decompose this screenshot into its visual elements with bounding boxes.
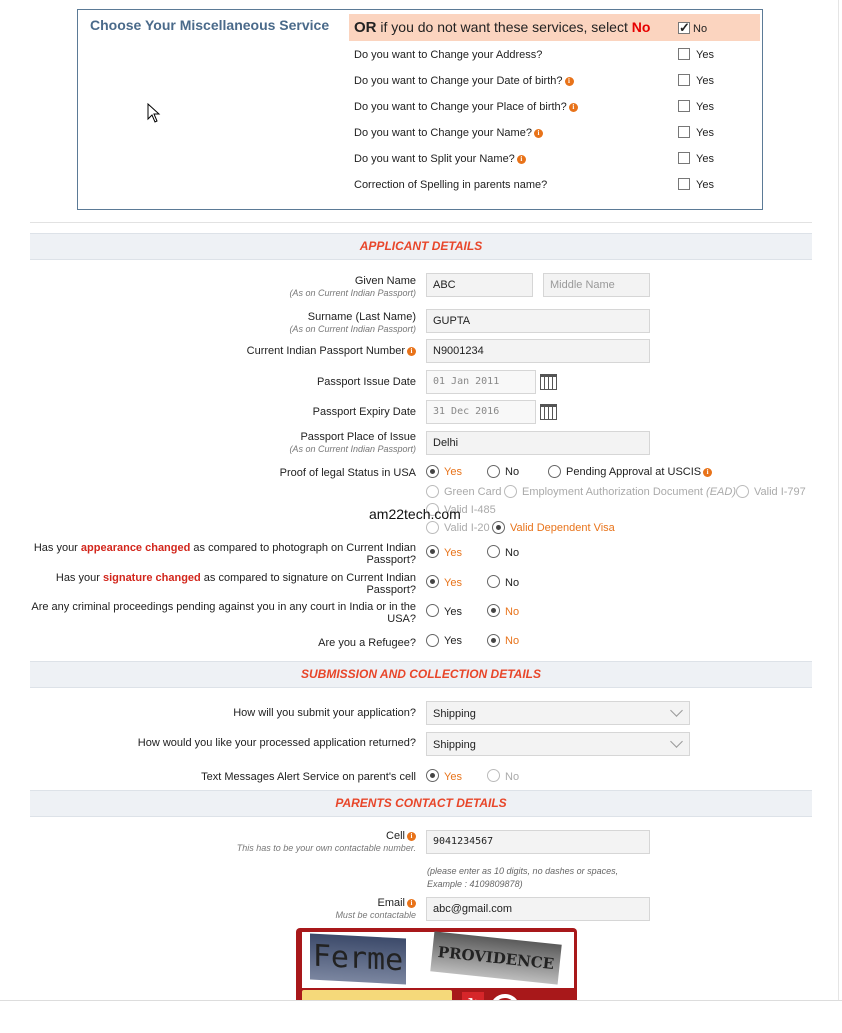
legal-yes-label: Yes [444,466,462,478]
cell-input[interactable]: 9041234567 [426,830,650,854]
pob-yes-checkbox[interactable] [678,100,690,112]
middle-name-input[interactable]: Middle Name [543,273,650,297]
captcha-word-2: PROVIDENCE [430,931,561,984]
i485-label: Valid I-485 [444,504,496,516]
appearance-yes-radio[interactable] [426,545,439,558]
sms-no-radio[interactable] [487,769,500,782]
i20-radio[interactable] [426,521,439,534]
info-icon[interactable]: i [407,347,416,356]
place-issue-input[interactable]: Delhi [426,431,650,455]
info-icon[interactable]: i [407,899,416,908]
signature-no-label: No [505,577,520,589]
page-edge [838,0,839,1000]
expiry-date-label: Passport Expiry Date [312,406,416,418]
mouse-cursor-icon [147,103,161,123]
info-icon[interactable]: i [534,129,543,138]
sms-label: Text Messages Alert Service on parent's cell [201,771,416,783]
legal-pending-label: Pending Approval at USCIS i [566,466,712,478]
chevron-down-icon [670,704,683,717]
signature-no-radio[interactable] [487,575,500,588]
refugee-yes-label: Yes [444,635,462,647]
i20-label: Valid I-20 [444,522,490,534]
criminal-no-label: No [505,606,520,618]
appearance-question: Has your appearance changed as compared to photograph on Current Indian Passport? [33,542,416,566]
submission-details-header: SUBMISSION AND COLLECTION DETAILS [30,661,812,688]
dependent-visa-label: Valid Dependent Visa [510,522,615,534]
refugee-yes-radio[interactable] [426,634,439,647]
green-card-label: Green Card [444,486,502,498]
criminal-no-radio[interactable] [487,604,500,617]
refugee-question: Are you a Refugee? [318,637,416,649]
surname-input[interactable]: GUPTA [426,309,650,333]
refugee-no-radio[interactable] [487,634,500,647]
captcha-word-1: Ferme [310,933,406,984]
issue-date-label: Passport Issue Date [316,376,416,388]
refugee-no-label: No [505,635,520,647]
calendar-icon[interactable] [540,374,557,390]
name-yes-checkbox[interactable] [678,126,690,138]
page-bottom [0,1000,842,1033]
legal-status-label: Proof of legal Status in USA [279,467,416,479]
yes-label: Yes [696,179,714,191]
signature-question: Has your signature changed as compared to signature on Current Indian Passport? [55,572,416,596]
info-icon[interactable]: i [407,832,416,841]
appearance-no-radio[interactable] [487,545,500,558]
yes-label: Yes [696,49,714,61]
misc-question-address: Do you want to Change your Address? [354,49,543,61]
place-issue-label: Passport Place of Issue (As on Current Indian Passport) [289,431,416,454]
appearance-yes-label: Yes [444,547,462,559]
misc-question-pob: Do you want to Change your Place of birth? i [354,101,578,113]
watermark-text: am22tech.com [369,506,461,522]
issue-date-input[interactable]: 01 Jan 2011 [426,370,536,394]
email-input[interactable]: abc@gmail.com [426,897,650,921]
parents-spelling-yes-checkbox[interactable] [678,178,690,190]
parents-contact-header: PARENTS CONTACT DETAILS [30,790,812,817]
misc-question-split-name: Do you want to Split your Name? i [354,153,526,165]
misc-question-parents-spelling: Correction of Spelling in parents name? [354,179,548,191]
sms-no-label: No [505,771,520,783]
no-services-checkbox[interactable]: ✓ [679,20,690,35]
misc-question-name: Do you want to Change your Name? i [354,127,543,139]
info-icon[interactable]: i [703,468,712,477]
i797-radio[interactable] [736,485,749,498]
passport-number-input[interactable]: N9001234 [426,339,650,363]
passport-number-label: Current Indian Passport Number i [247,345,416,357]
split-name-yes-checkbox[interactable] [678,152,690,164]
or-instruction: OR if you do not want these services, select No [354,19,651,36]
i797-label: Valid I-797 [754,486,806,498]
ead-label: Employment Authorization Document (EAD) [522,486,736,498]
return-method-select[interactable]: Shipping [426,732,690,756]
sms-yes-label: Yes [444,771,462,783]
criminal-yes-radio[interactable] [426,604,439,617]
legal-no-radio[interactable] [487,465,500,478]
surname-label: Surname (Last Name) (As on Current Indian Passport) [289,311,416,334]
yes-label: Yes [696,101,714,113]
misc-service-title: Choose Your Miscellaneous Service [90,17,330,33]
misc-question-dob: Do you want to Change your Date of birth? i [354,75,574,87]
email-label: Email i Must be contactable [335,897,416,920]
chevron-down-icon [670,735,683,748]
info-icon[interactable]: i [565,77,574,86]
signature-yes-radio[interactable] [426,575,439,588]
criminal-yes-label: Yes [444,606,462,618]
legal-no-label: No [505,466,520,478]
yes-label: Yes [696,153,714,165]
cell-label: Cell i This has to be your own contactable number. [236,830,416,853]
green-card-radio[interactable] [426,485,439,498]
given-name-label: Given Name (As on Current Indian Passport) [289,275,416,298]
info-icon[interactable]: i [517,155,526,164]
submit-method-select[interactable]: Shipping [426,701,690,725]
appearance-no-label: No [505,547,520,559]
ead-radio[interactable] [504,485,517,498]
criminal-question: Are any criminal proceedings pending against you in any court in India or in the USA? [31,601,416,625]
dependent-visa-radio[interactable] [492,521,505,534]
legal-pending-radio[interactable] [548,465,561,478]
sms-yes-radio[interactable] [426,769,439,782]
no-services-label: No [693,23,708,35]
info-icon[interactable]: i [569,103,578,112]
applicant-details-header: APPLICANT DETAILS [30,233,812,260]
cell-note: (please enter as 10 digits, no dashes or spaces, Example : 4109809878) [427,866,619,889]
dob-yes-checkbox[interactable] [678,74,690,86]
yes-label: Yes [696,127,714,139]
legal-yes-radio[interactable] [426,465,439,478]
signature-yes-label: Yes [444,577,462,589]
given-name-input[interactable]: ABC [426,273,533,297]
divider [30,222,812,223]
return-method-label: How would you like your processed application returned? [137,737,416,749]
submit-method-label: How will you submit your application? [233,707,416,719]
calendar-icon[interactable] [540,404,557,420]
address-yes-checkbox[interactable] [678,48,690,60]
yes-label: Yes [696,75,714,87]
expiry-date-input[interactable]: 31 Dec 2016 [426,400,536,424]
